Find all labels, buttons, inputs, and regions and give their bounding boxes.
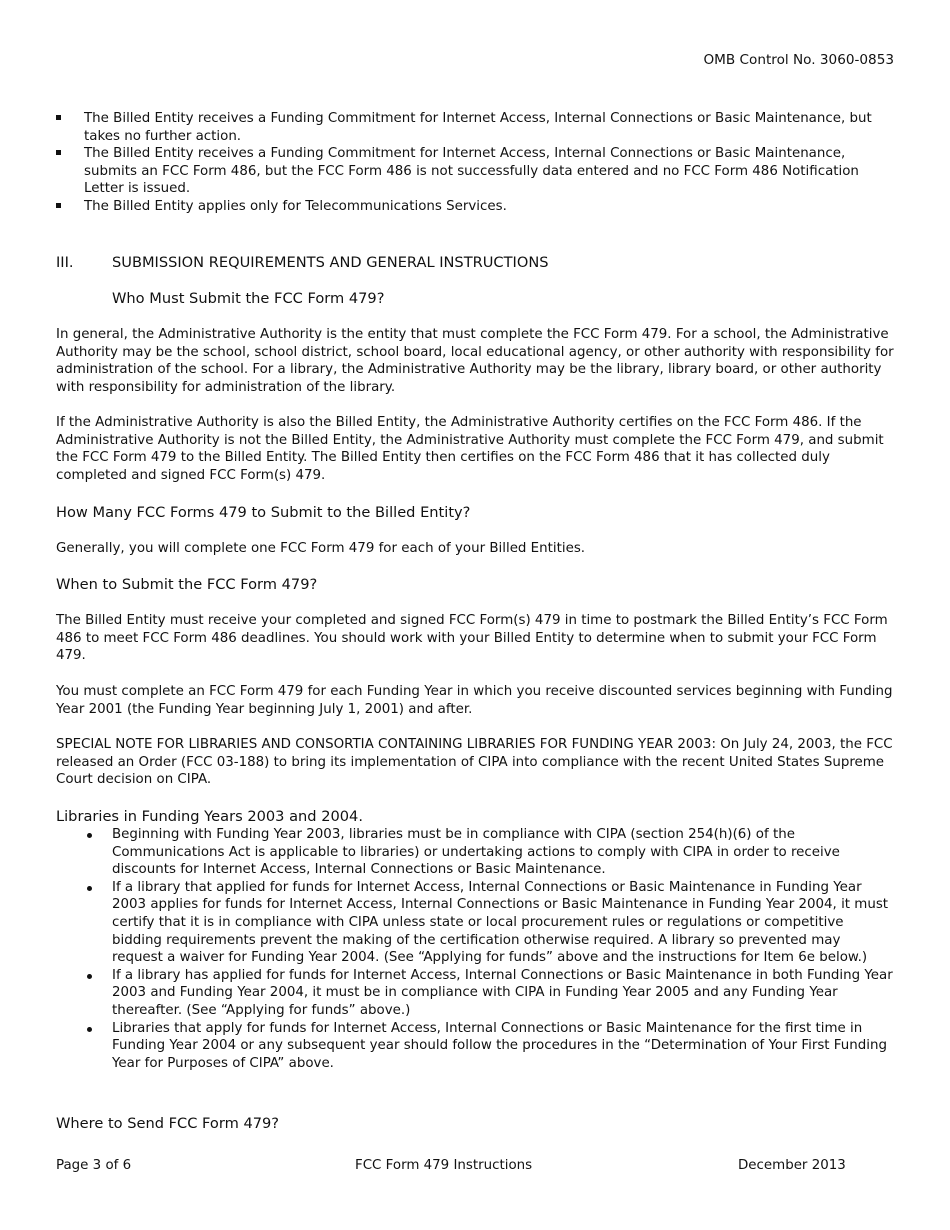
list-item [56, 110, 901, 145]
how-many-paragraph: Generally, you will complete one FCC Form 479 for each of your Billed Entities. [56, 541, 586, 556]
list-item [84, 967, 894, 1020]
footer-page-number: Page 3 of 6 [56, 1158, 132, 1173]
who-heading: Who Must Submit the FCC Form 479? [112, 290, 385, 307]
list-item-text: If a library has applied for funds for Internet Access, Internal Connections or Basic Maintenance in both Funding Year 2003 and Funding Year 2004, it must be in compliance with CIPA in Funding Year 2005 and any Funding Year thereafter. (See “Applying for funds” above.) [112, 967, 893, 1018]
list-item [84, 879, 894, 967]
omb-control-number: OMB Control No. 3060-0853 [703, 52, 894, 68]
section-number: III. [56, 254, 74, 271]
who-paragraph-2: If the Administrative Authority is also the Billed Entity, the Administrative Authority certifies on the FCC Form 486. If the Administrative Authority is not the Billed Entity, the Administrative Authority must complete the FCC Form 479, and submit the FCC Form 479 to the Billed Entity. The Billed Entity then certifies on the FCC Form 486 that it has collected duly completed and signed FCC Form(s) 479. [56, 415, 884, 483]
who-paragraph-1: In general, the Administrative Authority is the entity that must complete the FCC Form 479. For a school, the Administrative Authority may be the school, school district, school board, local educational agency, or other authority with responsibility for administration of the school. For a library, the Administrative Authority may be the library, library board, or other authority with responsibility for administration of the library. [56, 327, 894, 395]
list-item-text: The Billed Entity applies only for Telecommunications Services. [84, 198, 507, 214]
square-bullet-icon [56, 150, 61, 155]
top-bullet-list [56, 110, 901, 216]
footer-date: December 2013 [738, 1158, 846, 1173]
bullet-icon [87, 974, 92, 979]
when-paragraph-2: You must complete an FCC Form 479 for each Funding Year in which you receive discounted services beginning with Funding Year 2001 (the Funding Year beginning July 1, 2001) and after. [56, 684, 893, 717]
list-item [56, 145, 901, 198]
section-heading [56, 254, 549, 272]
footer-document-title: FCC Form 479 Instructions [355, 1158, 533, 1173]
bullet-icon [87, 1027, 92, 1032]
special-note-paragraph: SPECIAL NOTE FOR LIBRARIES AND CONSORTIA CONTAINING LIBRARIES FOR FUNDING YEAR 2003: On July 24, 2003, the FCC released an Order (FCC 03-188) to bring its implementation of CIPA into compliance with the recent United States Supreme Court decision on CIPA. [56, 737, 893, 788]
list-item-text: The Billed Entity receives a Funding Commitment for Internet Access, Internal Connections or Basic Maintenance, submits an FCC Form 486, but the FCC Form 486 is not successfully data entered and no FCC Form 486 Notification Letter is issued. [84, 146, 859, 197]
list-item-text: Libraries that apply for funds for Internet Access, Internal Connections or Basic Maintenance for the first time in Funding Year 2004 or any subsequent year should follow the procedures in the “Determination of Your First Funding Year for Purposes of CIPA” above. [112, 1020, 887, 1071]
libraries-bullet-list [84, 826, 894, 1072]
bullet-icon [87, 833, 92, 838]
list-item [84, 1020, 894, 1073]
list-item [84, 826, 894, 879]
square-bullet-icon [56, 203, 61, 208]
bullet-icon [87, 886, 92, 891]
list-item-text: If a library that applied for funds for Internet Access, Internal Connections or Basic Maintenance in Funding Year 2003 applies for funds for Internet Access, Internal Connections or Basic Maintenance in Funding Year 2004, it must certify that it is in compliance with CIPA unless state or local procurement rules or regulations or competitive bidding requirements prevent the making of the certification otherwise required. A library so prevented may request a waiver for Funding Year 2004. (See “Applying for funds” above and the instructions for Item 6e below.) [112, 879, 889, 966]
list-item-text: The Billed Entity receives a Funding Commitment for Internet Access, Internal Connections or Basic Maintenance, but takes no further action. [84, 111, 872, 144]
list-item [56, 198, 901, 216]
section-title: SUBMISSION REQUIREMENTS AND GENERAL INSTRUCTIONS [112, 254, 549, 271]
how-many-heading: How Many FCC Forms 479 to Submit to the Billed Entity? [56, 504, 471, 521]
when-paragraph-1: The Billed Entity must receive your completed and signed FCC Form(s) 479 in time to postmark the Billed Entity’s FCC Form 486 to meet FCC Form 486 deadlines. You should work with your Billed Entity to determine when to submit your FCC Form 479. [56, 613, 888, 664]
libraries-heading: Libraries in Funding Years 2003 and 2004. [56, 808, 363, 825]
when-heading: When to Submit the FCC Form 479? [56, 576, 318, 593]
where-heading: Where to Send FCC Form 479? [56, 1115, 280, 1132]
list-item-text: Beginning with Funding Year 2003, libraries must be in compliance with CIPA (section 254(h)(6) of the Communications Act is applicable to libraries) or undertaking actions to comply with CIPA in order to receive discounts for Internet Access, Internal Connections or Basic Maintenance. [112, 827, 840, 878]
square-bullet-icon [56, 115, 61, 120]
